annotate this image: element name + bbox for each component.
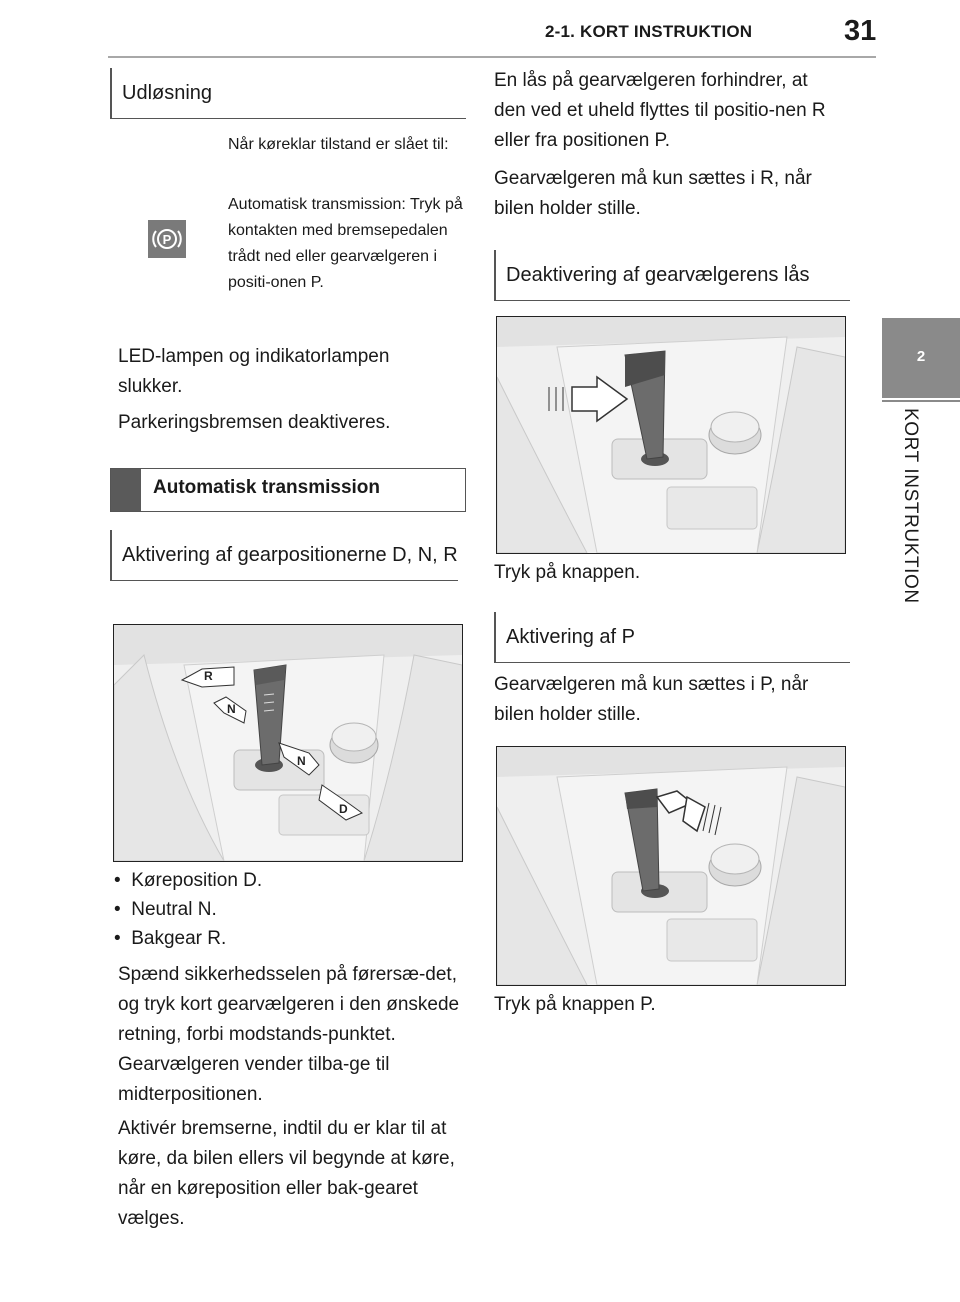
p-button-figure [496,746,846,986]
deactivate-lock-heading: Deaktivering af gearvælgerens lås [494,250,850,301]
activate-p-heading: Aktivering af P [494,612,850,663]
list-item: • Neutral N. [114,899,217,920]
label-d: D [339,802,348,816]
lock-button-figure [496,316,846,554]
parking-brake-text: Parkeringsbremsen deaktiveres. [118,412,391,433]
gear-selector-figure [113,624,463,862]
press-button-text: Tryk på knappen. [494,562,641,583]
lock-text: En lås på gearvælgeren forhindrer, at den ved et uheld flyttes til positio-nen R eller fra positionen P. [494,70,826,151]
chapter-title: KORT INSTRUKTION [900,408,921,604]
chapter-tab-rule [882,400,960,402]
press-p-text: Tryk på knappen P. [494,994,656,1015]
svg-text:P: P [162,232,172,247]
header-rule [108,56,876,58]
heading-block [111,469,141,511]
auto-transmission-heading [110,468,466,512]
r-standstill-text: Gearvælgeren må kun sættes i R, når bilen holder stille. [494,168,812,219]
activation-heading: Aktivering af gearpositionerne D, N, R [110,530,458,581]
auto-transmission-heading-label: Automatisk transmission [153,477,380,498]
brakes-text: Aktivér bremserne, indtil du er klar til at køre, da bilen ellers vil begynde at køre, når en køreposition eller bak-gearet vælges. [118,1118,455,1229]
chapter-number: 2 [916,348,926,365]
ready-state-text: Når køreklar tilstand er slået til: [228,136,449,153]
list-item: • Bakgear R. [114,928,227,949]
parking-brake-icon [148,220,186,258]
bullet-list [114,866,454,953]
page-number: 31 [844,15,877,47]
label-r: R [204,669,213,683]
label-n-top: N [227,702,236,716]
p-standstill-text: Gearvælgeren må kun sættes i P, når bilen holder stille. [494,674,809,725]
auto-transmission-instruction: Automatisk transmission: Tryk på kontakten med bremsepedalen trådt ned eller gearvælgeren i positi-onen P. [228,196,463,291]
section-title: 2-1. KORT INSTRUKTION [545,22,753,41]
list-item: • Køreposition D. [114,870,263,891]
label-n-bottom: N [297,754,306,768]
release-heading: Udløsning [110,68,466,119]
led-text: LED-lampen og indikatorlampen slukker. [118,346,390,397]
seatbelt-text: Spænd sikkerhedsselen på førersæ-det, og tryk kort gearvælgeren i den ønskede retning, forbi modstands-punktet. Gearvælgeren vender tilba-ge til midterpositionen. [118,964,460,1105]
